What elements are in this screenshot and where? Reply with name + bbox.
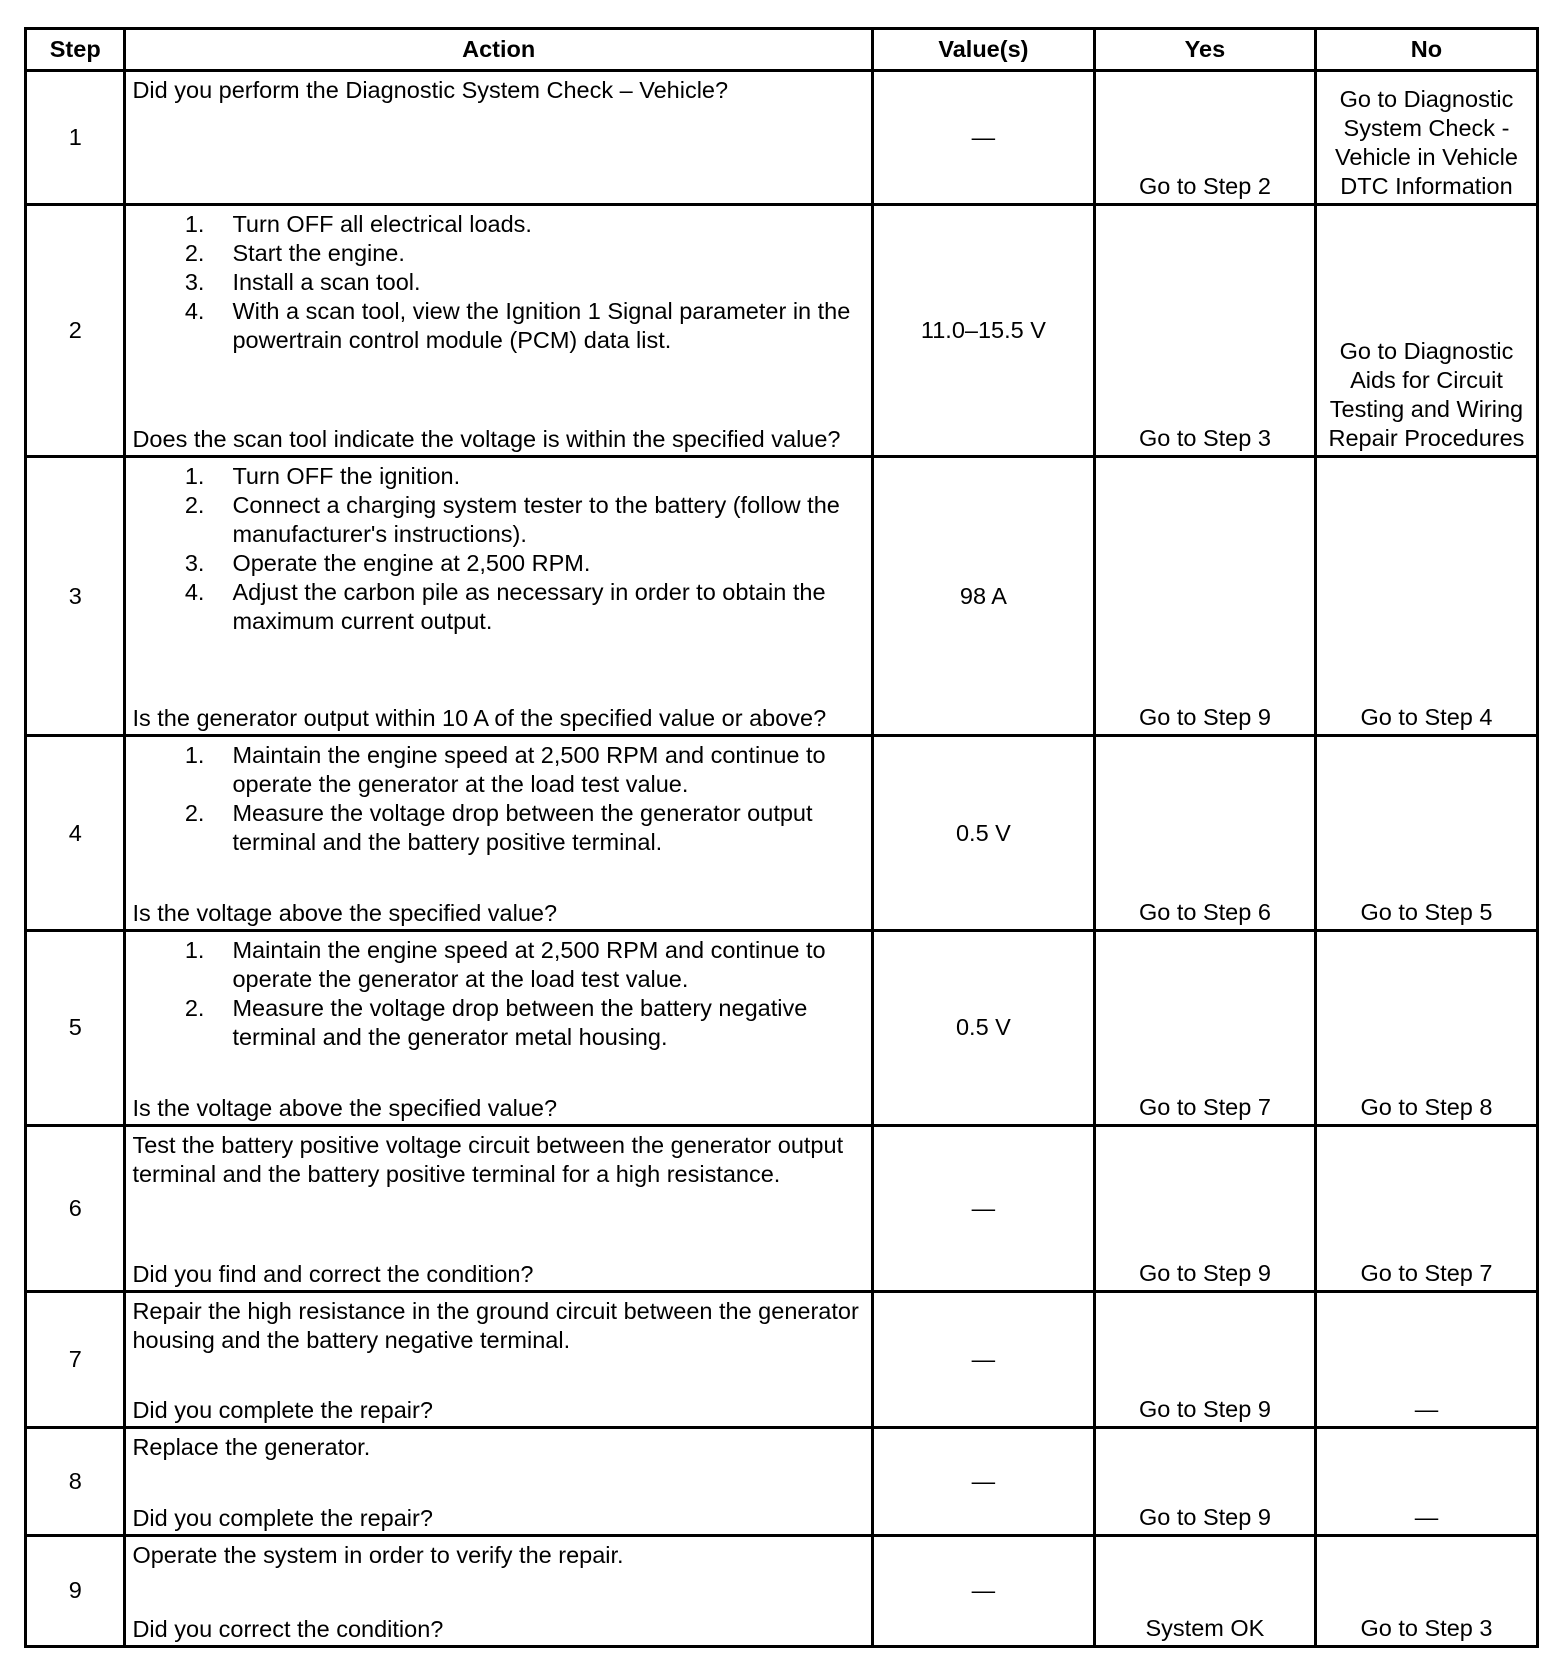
action-intro: Did you perform the Diagnostic System Check – Vehicle? <box>132 77 729 103</box>
action-question: Did you correct the condition? <box>132 1616 444 1642</box>
list-item-number: 2. <box>184 240 205 267</box>
list-item <box>132 268 864 297</box>
yes-text: Go to Step 3 <box>1138 425 1271 452</box>
no-text: Go to Step 3 <box>1360 1615 1493 1641</box>
list-item-number: 1. <box>184 211 205 238</box>
list-item <box>132 239 864 268</box>
no-cell <box>1315 1291 1537 1427</box>
action-question: Is the voltage above the specified value? <box>132 899 558 926</box>
action-cell <box>125 1125 872 1291</box>
list-item-text: Turn OFF the ignition. <box>232 463 461 490</box>
list-item-number: 3. <box>184 269 205 296</box>
list-item-number: 1. <box>184 936 205 963</box>
step-number: 4 <box>26 736 125 931</box>
action-content <box>126 1293 870 1426</box>
value-cell: — <box>872 71 1094 205</box>
action-content <box>126 1429 870 1534</box>
action-instructions <box>132 741 864 857</box>
no-text: Go to Step 7 <box>1360 1259 1493 1286</box>
action-instructions <box>132 210 864 355</box>
list-item <box>132 936 864 994</box>
no-text: Go to Step 4 <box>1360 704 1493 731</box>
list-item-text: Turn OFF all electrical loads. <box>232 211 532 238</box>
list-item-number: 1. <box>184 742 205 769</box>
value-cell: 98 A <box>872 457 1094 736</box>
no-cell <box>1315 457 1537 736</box>
action-intro: Test the battery positive voltage circuit between the generator output terminal and the battery positive terminal for a high resistance. <box>132 1131 844 1187</box>
action-list <box>132 210 864 355</box>
action-content <box>126 1537 870 1645</box>
list-item-number: 4. <box>184 579 205 606</box>
table-row <box>26 457 1538 736</box>
list-item-text: Maintain the engine speed at 2,500 RPM and continue to operate the generator at the load test value. <box>232 936 826 992</box>
yes-cell <box>1094 457 1315 736</box>
action-list <box>132 936 864 1052</box>
list-item-text: Install a scan tool. <box>232 269 421 296</box>
action-cell <box>125 71 872 205</box>
action-content <box>126 1127 870 1290</box>
list-item-text: Adjust the carbon pile as necessary in order to obtain the maximum current output. <box>232 579 826 635</box>
value-cell: — <box>872 1428 1094 1536</box>
yes-text: Go to Step 9 <box>1138 1396 1271 1422</box>
table-row <box>26 736 1538 931</box>
list-item-text: Start the engine. <box>232 240 405 267</box>
action-intro: Repair the high resistance in the ground circuit between the generator housing and the battery negative terminal. <box>132 1297 859 1353</box>
yes-text: Go to Step 2 <box>1138 173 1271 200</box>
yes-text: System OK <box>1145 1615 1265 1641</box>
step-number: 2 <box>26 205 125 457</box>
table-row <box>26 205 1538 457</box>
yes-cell <box>1094 1535 1315 1646</box>
list-item-number: 1. <box>184 463 205 490</box>
action-cell <box>125 1535 872 1646</box>
action-content <box>126 206 870 455</box>
action-question: Did you find and correct the condition? <box>132 1260 534 1287</box>
action-instructions <box>132 1433 864 1462</box>
action-list <box>132 462 864 636</box>
list-item-text: Measure the voltage drop between the generator output terminal and the battery positive terminal. <box>232 800 813 856</box>
action-content <box>126 932 870 1124</box>
step-number: 1 <box>26 71 125 205</box>
table-row <box>26 930 1538 1125</box>
list-item-text: With a scan tool, view the Ignition 1 Signal parameter in the powertrain control module (PCM) data list. <box>232 298 851 354</box>
list-item <box>132 741 864 799</box>
list-item <box>132 799 864 857</box>
action-instructions <box>132 1541 864 1570</box>
no-text: — <box>1414 1503 1439 1530</box>
action-intro: Replace the generator. <box>132 1434 371 1460</box>
list-item <box>132 578 864 636</box>
list-item-number: 4. <box>184 298 205 325</box>
list-item-number: 3. <box>184 550 205 577</box>
action-instructions <box>132 1131 864 1189</box>
action-instructions <box>132 936 864 1052</box>
step-number: 6 <box>26 1125 125 1291</box>
list-item <box>132 210 864 239</box>
list-item-number: 2. <box>184 994 205 1021</box>
yes-text: Go to Step 9 <box>1138 1259 1271 1286</box>
header-no: No <box>1315 29 1537 71</box>
step-number: 3 <box>26 457 125 736</box>
no-cell <box>1315 736 1537 931</box>
step-number: 9 <box>26 1535 125 1646</box>
yes-cell <box>1094 930 1315 1125</box>
action-intro: Operate the system in order to verify the repair. <box>132 1541 624 1568</box>
list-item <box>132 462 864 491</box>
yes-cell <box>1094 736 1315 931</box>
action-cell <box>125 736 872 931</box>
yes-cell <box>1094 1428 1315 1536</box>
yes-text: Go to Step 9 <box>1138 704 1271 731</box>
header-values: Value(s) <box>872 29 1094 71</box>
action-question: Did you complete the repair? <box>132 1504 433 1531</box>
header-row <box>26 29 1538 71</box>
no-text: Go to Diagnostic System Check - Vehicle in Vehicle DTC Information <box>1335 86 1518 200</box>
yes-cell <box>1094 71 1315 205</box>
action-question: Did you complete the repair? <box>132 1397 433 1423</box>
table-row <box>26 1291 1538 1427</box>
step-number: 8 <box>26 1428 125 1536</box>
step-number: 7 <box>26 1291 125 1427</box>
header-yes: Yes <box>1094 29 1315 71</box>
action-instructions <box>132 76 864 105</box>
no-text: Go to Step 8 <box>1360 1093 1493 1120</box>
yes-text: Go to Step 9 <box>1138 1503 1271 1530</box>
no-cell <box>1315 1125 1537 1291</box>
action-cell <box>125 930 872 1125</box>
yes-text: Go to Step 6 <box>1138 898 1271 925</box>
list-item <box>132 297 864 355</box>
action-list <box>132 741 864 857</box>
table-row <box>26 1125 1538 1291</box>
action-content <box>126 458 870 734</box>
list-item-text: Operate the engine at 2,500 RPM. <box>232 550 591 577</box>
no-cell <box>1315 205 1537 457</box>
table-row <box>26 1535 1538 1646</box>
value-cell: 0.5 V <box>872 930 1094 1125</box>
action-cell <box>125 457 872 736</box>
no-text: Go to Diagnostic Aids for Circuit Testing and Wiring Repair Procedures <box>1328 338 1525 452</box>
no-cell <box>1315 1428 1537 1536</box>
table-row <box>26 71 1538 205</box>
no-cell <box>1315 71 1537 205</box>
no-text: Go to Step 5 <box>1360 898 1493 925</box>
header-action: Action <box>125 29 872 71</box>
no-text: — <box>1414 1396 1439 1422</box>
value-cell: — <box>872 1125 1094 1291</box>
yes-text: Go to Step 7 <box>1138 1093 1271 1120</box>
value-cell: — <box>872 1291 1094 1427</box>
list-item <box>132 549 864 578</box>
value-cell: 11.0–15.5 V <box>872 205 1094 457</box>
list-item <box>132 491 864 549</box>
yes-cell <box>1094 205 1315 457</box>
action-cell <box>125 205 872 457</box>
action-question: Does the scan tool indicate the voltage is within the specified value? <box>132 426 841 453</box>
no-cell <box>1315 1535 1537 1646</box>
yes-cell <box>1094 1125 1315 1291</box>
action-instructions <box>132 462 864 636</box>
table-row <box>26 1428 1538 1536</box>
action-question: Is the voltage above the specified value? <box>132 1094 558 1121</box>
list-item-text: Maintain the engine speed at 2,500 RPM and continue to operate the generator at the load test value. <box>232 742 826 798</box>
list-item-text: Measure the voltage drop between the battery negative terminal and the generator metal housing. <box>232 994 808 1050</box>
yes-cell <box>1094 1291 1315 1427</box>
action-cell <box>125 1428 872 1536</box>
list-item <box>132 994 864 1052</box>
action-cell <box>125 1291 872 1427</box>
list-item-number: 2. <box>184 800 205 827</box>
list-item-text: Connect a charging system tester to the battery (follow the manufacturer's instructions). <box>232 492 840 548</box>
header-step: Step <box>26 29 125 71</box>
action-question: Is the generator output within 10 A of the specified value or above? <box>132 705 827 732</box>
action-instructions <box>132 1297 864 1355</box>
no-cell <box>1315 930 1537 1125</box>
value-cell: — <box>872 1535 1094 1646</box>
action-content <box>126 737 870 929</box>
step-number: 5 <box>26 930 125 1125</box>
diagnostic-table <box>24 27 1539 1648</box>
list-item-number: 2. <box>184 492 205 519</box>
value-cell: 0.5 V <box>872 736 1094 931</box>
action-content <box>126 72 870 203</box>
